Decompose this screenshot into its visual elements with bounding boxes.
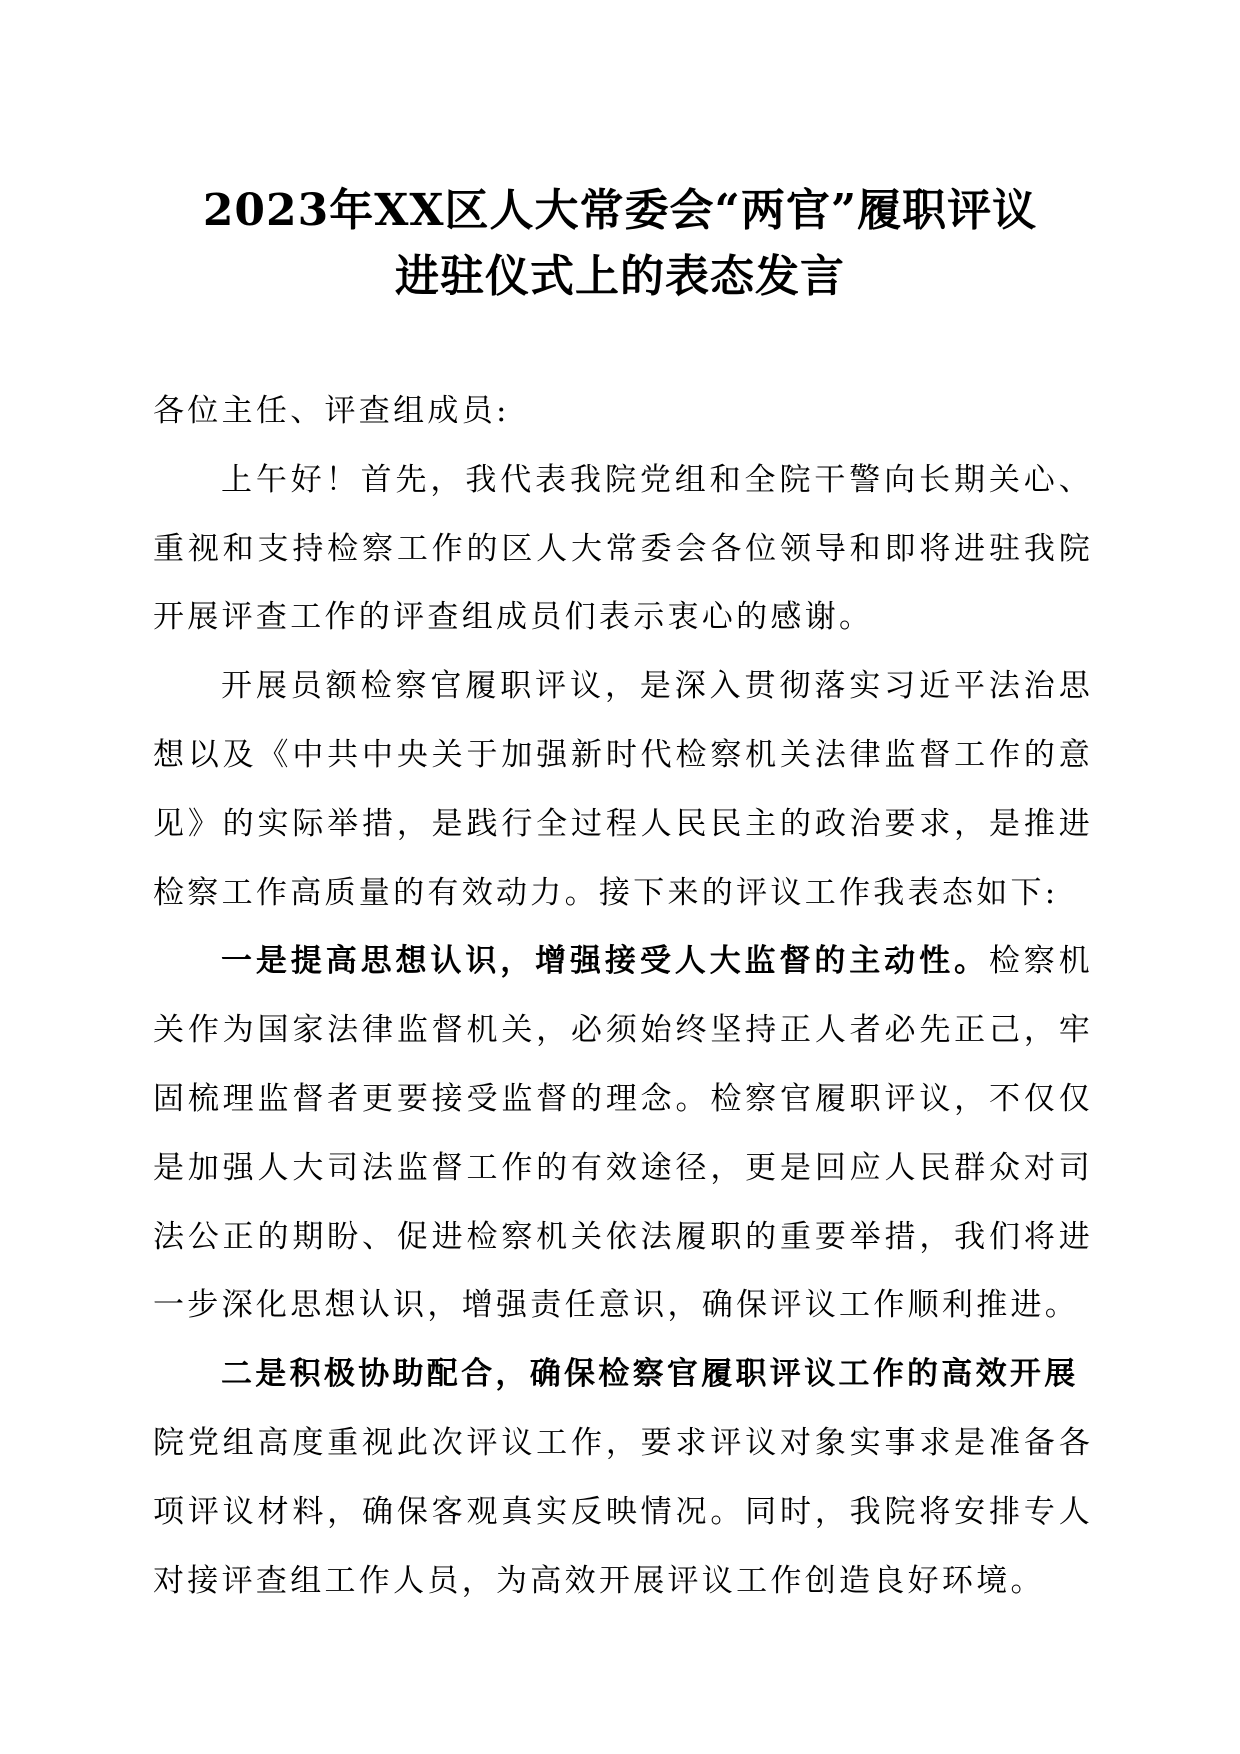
paragraph-text: 开展员额检察官履职评议，是深入贯彻落实习近平法治思想以及《中共中央关于加强新时代检察机关法律监督工作的意见》的实际举措，是践行全过程人民民主的政治要求，是推进检察工作高质量的有效动力。接下来的评议工作我表态如下:	[153, 668, 1093, 911]
document-title-line-1: 2023年XX区人大常委会“两官”履职评议	[202, 185, 1038, 236]
document-body	[153, 377, 1093, 1615]
paragraph-intro	[153, 652, 1093, 927]
document-title-line-2: 进驻仪式上的表态发言	[395, 251, 845, 302]
paragraph-lead: 二是积极协助配合，确保检察官履职评议工作的高效开展	[221, 1356, 1079, 1393]
paragraph-text: 上午好！首先，我代表我院党组和全院干警向长期关心、重视和支持检察工作的区人大常委会各位领导和即将进驻我院开展评查工作的评查组成员们表示衷心的感谢。	[153, 461, 1093, 636]
paragraph-text: 检察机关作为国家法律监督机关，必须始终坚持正人者必先正己，牢固梳理监督者更要接受监督的理念。检察官履职评议，不仅仅是加强人大司法监督工作的有效途径，更是回应人民群众对司法公正的期盼、促进检察机关依法履职的重要举措，我们将进一步深化思想认识，增强责任意识，确保评议工作顺利推进。	[153, 943, 1093, 1324]
salutation: 各位主任、评查组成员:	[153, 393, 510, 429]
paragraph-point-two-heading	[153, 1340, 1093, 1409]
paragraph-lead: 一是提高思想认识，增强接受人大监督的主动性。	[221, 943, 989, 980]
paragraph-point-one	[153, 927, 1093, 1340]
paragraph-point-two-body	[153, 1409, 1093, 1615]
paragraph-text: 院党组高度重视此次评议工作，要求评议对象实事求是准备各项评议材料，确保客观真实反映情况。同时，我院将安排专人对接评查组工作人员，为高效开展评议工作创造良好环境。	[153, 1424, 1093, 1599]
paragraph-greeting	[153, 446, 1093, 652]
